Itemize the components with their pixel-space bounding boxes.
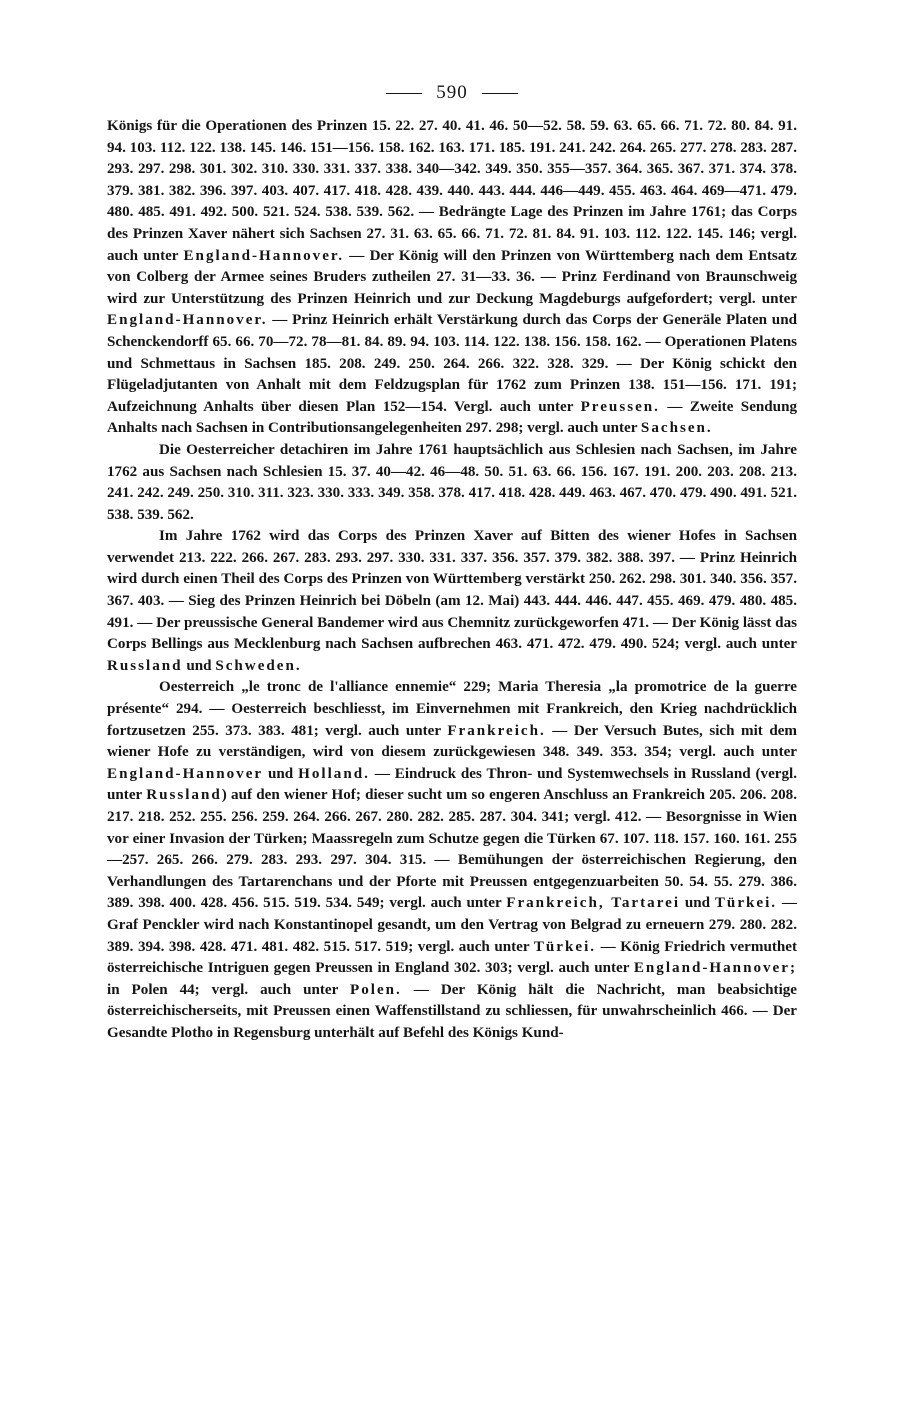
text-segment: Im Jahre 1762 wird das Corps des Prinzen Xaver auf Bitten des wiener Hofes in Sachsen verwendet 213. 222. 266. 267. 283. 293. 297. 330. 331. 337. 356. 357. 379. 382. 388. 397. — Prinz Heinrich wird durch einen Theil des Corps des Prinzen von Württemberg verstärkt 250. 262. 298. 301. 340. 356. 357. 367. 403. — Sieg des Prinzen Heinrich bei Döbeln (am 12. Mai) 443. 444. 446. 447. 455. 469. 479. 480. 485. 491. — Der preussische General Bandemer wird aus Chemnitz zurückgeworfen 471. — Der König lässt das Corps Bellings aus Mecklenburg nach Sachsen aufbrechen 463. 471. 472. 479. 490. 524; vergl. auch unter <box>107 528 797 653</box>
text-segment: — Der König hält die Nachricht, man beabsichtige österreichischerseits, mit Preussen einen Waffenstillstand zu schliessen, für unwahrscheinlich 466. — Der Gesandte Plotho in Regensburg unterhält auf Befehl des Königs Kund- <box>107 981 798 1041</box>
text-segment: — Der König will den Prinzen von Württemberg nach dem Entsatz von Colberg der Armee seines Bruders zutheilen 27. 31—33. 36. — Prinz Ferdinand von Braunschweig wird zur Unterstützung des Prinzen Heinrich und zur Deckung Magdeburgs aufgefordert; vergl. unter <box>107 247 797 307</box>
spaced-reference: Preussen. <box>580 398 660 415</box>
spaced-reference: Russland <box>107 657 183 674</box>
index-paragraph <box>107 677 797 1044</box>
spaced-reference: Frankreich. <box>447 722 546 739</box>
text-segment: ) auf den wiener Hof; dieser sucht um so engeren Anschluss an Frankreich 205. 206. 208. 217. 218. 252. 255. 256. 259. 264. 266. 267. 280. 282. 285. 287. 304. 341; vergl. 412. — Besorgnisse in Wien vor einer Invasion der Türken; Maassregeln zum Schutze gegen die Türken 67. 107. 118. 157. 160. 161. 255—257. 265. 266. 279. 283. 293. 297. 304. 315. — Bemühungen der österreichischen Regierung, den Verhandlungen des Tartarenchans und der Pforte mit Preussen entgegenzuarbeiten 50. 54. 55. 279. 386. 389. 398. 400. 428. 456. 515. 519. 534. 549; vergl. auch unter <box>107 787 798 912</box>
spaced-reference: Holland. <box>298 765 370 782</box>
spaced-reference: Türkei. <box>533 938 597 955</box>
text-segment: — Zweite Sendung Anhalts nach Sachsen in Contributionsangelegenheiten 297. 298; vergl. auch unter <box>107 398 798 437</box>
text-segment: und <box>263 765 299 782</box>
spaced-reference: England-Hannover. <box>183 247 345 264</box>
text-segment: Die Oesterreicher detachiren im Jahre 1761 hauptsächlich aus Schlesien nach Sachsen, im Jahre 1762 aus Sachsen nach Schlesien 15. 37. 40—42. 46—48. 50. 51. 63. 66. 156. 167. 191. 200. 203. 208. 213. 241. 242. 249. 250. 310. 311. 323. 330. 333. 349. 358. 378. 417. 418. 428. 449. 463. 467. 470. 479. 490. 491. 521. 538. 539. 562. <box>107 441 797 523</box>
header-dash-left <box>386 93 422 94</box>
text-segment: und <box>680 895 715 912</box>
index-text-body <box>107 116 797 1045</box>
text-segment: — Der Versuch Butes, sich mit dem wiener Hofe zu verständigen, wird von diesem zurückgewiesen 348. 349. 353. 354; vergl. auch unter <box>107 722 797 761</box>
index-paragraph <box>107 116 797 440</box>
page-number: 590 <box>436 82 468 103</box>
text-segment: in Polen 44; vergl. auch unter <box>107 981 350 998</box>
spaced-reference: Sachsen. <box>640 420 713 437</box>
spaced-reference: England-Hannover <box>107 765 264 782</box>
spaced-reference: England-Hannover. <box>107 312 268 329</box>
text-segment: Königs für die Operationen des Prinzen 15. 22. 27. 40. 41. 46. 50—52. 58. 59. 63. 65. 66. 71. 72. 80. 84. 91. 94. 103. 112. 122. 138. 145. 146. 151—156. 158. 162. 163. 171. 185. 191. 241. 242. 264. 265. 277. 278. 283. 287. 293. 297. 298. 301. 302. 310. 330. 331. 337. 338. 340—342. 349. 350. 355—357. 364. 365. 367. 371. 374. 378. 379. 381. 382. 396. 397. 403. 407. 417. 418. 428. 439. 440. 443. 444. 446—449. 455. 463. 464. 469—471. 479. 480. 485. 491. 492. 500. 521. 524. 538. 539. 562. — Bedrängte Lage des Prinzen im Jahre 1761; das Corps des Prinzen Xaver nähert sich Sachsen 27. 31. 63. 65. 66. 71. 72. 81. 84. 91. 103. 112. 122. 145. 146; vergl. auch unter <box>107 118 797 264</box>
page-header <box>107 80 797 106</box>
index-paragraph <box>107 440 797 526</box>
document-page <box>107 80 797 1045</box>
spaced-reference: Russland <box>146 787 222 804</box>
spaced-reference: Schweden. <box>215 657 302 674</box>
spaced-reference: Frankreich, Tartarei <box>506 895 681 912</box>
text-segment: — Prinz Heinrich erhält Verstärkung durch das Corps der Generäle Platen und Schenckendorff 65. 66. 70—72. 78—81. 84. 89. 94. 103. 114. 122. 138. 156. 158. 162. — Operationen Platens und Schmettaus in Sachsen 185. 208. 249. 250. 264. 266. 322. 328. 329. — Der König schickt den Flügeladjutanten von Anhalt mit dem Feldzugsplan für 1762 zum Prinzen 138. 151—156. 171. 191; Aufzeichnung Anhalts über diesen Plan 152—154. Vergl. auch unter <box>107 312 797 415</box>
text-segment: — Graf Penckler wird nach Konstantinopel gesandt, um den Vertrag von Belgrad zu erneuern 279. 280. 282. 389. 394. 398. 428. 471. 481. 482. 515. 517. 519; vergl. auch unter <box>107 895 798 955</box>
text-segment: und <box>182 657 216 674</box>
spaced-reference: Polen. <box>349 981 402 998</box>
text-segment: Oesterreich „le tronc de l'alliance ennemie“ 229; Maria Theresia „la promotrice de la guerre présente“ 294. — Oesterreich beschliesst, im Einvernehmen mit Frankreich, den Krieg nachdrücklich fortzusetzen 255. 373. 383. 481; vergl. auch unter <box>107 679 797 739</box>
text-segment: — König Friedrich vermuthet österreichische Intriguen gegen Preussen in England 302. 303; vergl. auch unter <box>107 938 797 977</box>
index-paragraph <box>107 526 797 677</box>
header-dash-right <box>482 93 518 94</box>
spaced-reference: Türkei. <box>714 895 778 912</box>
spaced-reference: England-Hannover; <box>633 960 797 977</box>
text-segment: — Eindruck des Thron- und Systemwechsels in Russland (vergl. unter <box>107 765 797 804</box>
